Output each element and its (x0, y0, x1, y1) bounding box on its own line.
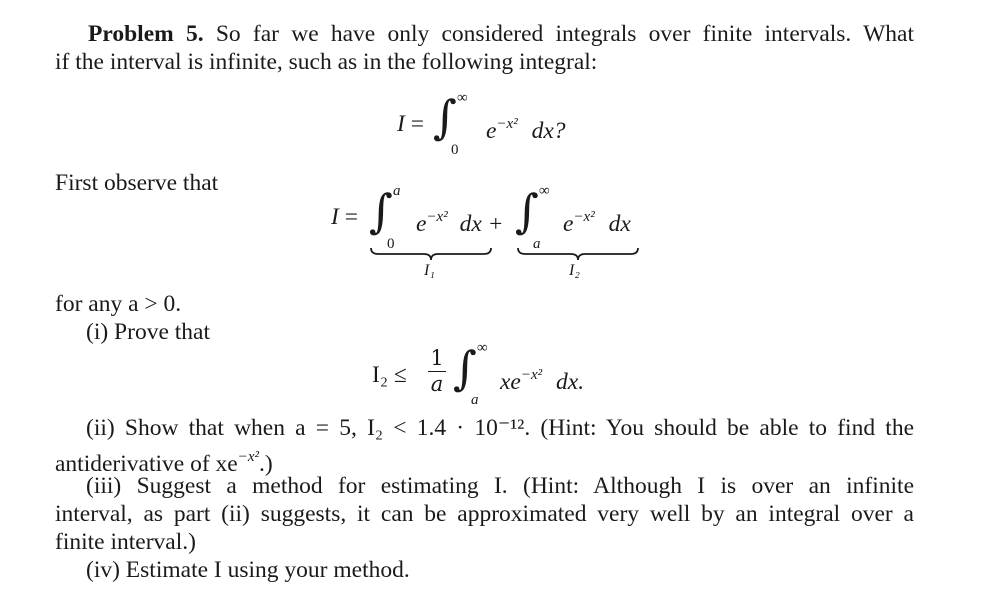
part-iii-line-1: (iii) Suggest a method for estimating I. (Hint: Although I is over an infinite (86, 473, 914, 499)
eq3-tail: dx. (556, 369, 585, 395)
eq2-dx-plus: dx + (459, 211, 504, 237)
brace-label-1: I₁ (424, 262, 435, 279)
eq3-lower-limit: a (471, 392, 479, 408)
eq1-lower-limit: 0 (451, 142, 459, 158)
eq2-int1-lower: 0 (387, 236, 395, 252)
observe-text: First observe that (55, 170, 219, 196)
problem-heading: Problem 5. (88, 21, 204, 47)
part-iii-line-3: finite interval.) (55, 529, 196, 555)
intro-line-1 (88, 20, 914, 48)
underbrace-2 (517, 247, 639, 261)
part-iv-text: (iv) Estimate I using your method. (86, 557, 410, 583)
part-i-text: (i) Prove that (86, 319, 210, 345)
eq2-integral-1: ∫ (369, 184, 393, 238)
part-ii-line-1: (ii) Show that when a = 5, I₂ < 1.4 · 10⁻¹². (Hint: You should be able to find the (86, 415, 914, 441)
eq3-integral-sign: ∫ (453, 341, 477, 395)
eq2-int1-upper: a (393, 183, 401, 199)
eq2-dx: dx (608, 211, 631, 237)
eq2-int2-upper: ∞ (539, 183, 550, 199)
for-any-text: for any a > 0. (55, 291, 182, 317)
eq3-frac-num: 1 (430, 346, 444, 370)
eq3-upper-limit: ∞ (477, 340, 488, 356)
eq1-lhs: I = (397, 111, 424, 137)
eq2-term-2: $e^{-x^2}$ dx (563, 209, 631, 237)
intro-line-2: if the interval is infinite, such as in the following integral: (55, 49, 598, 75)
part-iii-line-2: interval, as part (ii) suggests, it can be approximated very well by an integral over a (55, 501, 914, 527)
eq3-lhs: I₂ ≤ (372, 362, 407, 388)
eq3-integrand: $xe^{-x^2}$ dx. (500, 367, 585, 395)
eq2-int2-lower: a (533, 236, 541, 252)
eq3-frac-den: a (430, 372, 444, 396)
intro-text-1: So far we have only considered integrals over finite intervals. What (215, 21, 915, 47)
eq1-integrand: $e^{-x^2}$ dx? (486, 116, 566, 144)
eq2-term-1: $e^{-x^2}$ dx + (416, 209, 504, 237)
brace-label-2: I₂ (569, 262, 580, 279)
eq1-upper-limit: ∞ (457, 90, 468, 106)
part-ii-line-2: antiderivative of $xe^{-x^2}$.) (55, 449, 273, 477)
underbrace-1 (370, 247, 492, 261)
eq1-exponent: −x² (496, 116, 518, 132)
eq1-integral-sign: ∫ (433, 90, 457, 144)
eq2-lhs: I = (331, 204, 358, 230)
eq1-tail: dx? (531, 118, 566, 144)
eq2-integral-2: ∫ (515, 184, 539, 238)
